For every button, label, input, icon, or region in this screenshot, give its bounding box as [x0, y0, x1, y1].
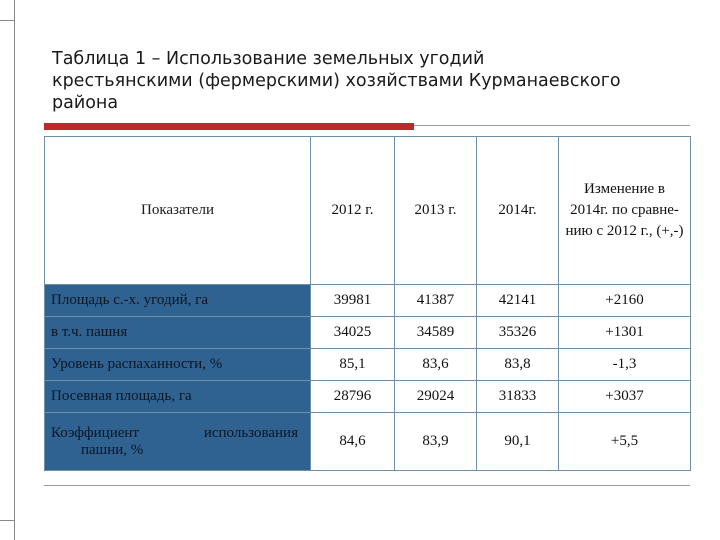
cell-2014: 42141	[477, 285, 559, 317]
cell-2013: 29024	[395, 381, 477, 413]
cell-change: +2160	[559, 285, 691, 317]
cell-2012: 28796	[311, 381, 395, 413]
table-header-row	[45, 137, 691, 285]
cell-2014: 83,8	[477, 349, 559, 381]
row-label: Посевная площадь, га	[45, 381, 311, 413]
table-row	[45, 413, 691, 471]
cell-2013: 83,6	[395, 349, 477, 381]
header-2012: 2012 г.	[311, 137, 395, 285]
cell-2012: 34025	[311, 317, 395, 349]
row-label: Площадь с.-х. угодий, га	[45, 285, 311, 317]
header-2014: 2014г.	[477, 137, 559, 285]
slide-title: Таблица 1 – Использование земельных угодий крестьянскими (фермерскими) хозяйствами Курманаевского района	[52, 49, 621, 113]
row-label-line	[51, 425, 304, 442]
table-row	[45, 349, 691, 381]
cell-change: +1301	[559, 317, 691, 349]
left-decor-tick-bottom	[0, 520, 15, 521]
row-label-line: пашни, %	[81, 441, 144, 458]
cell-2012: 84,6	[311, 413, 395, 471]
table-row	[45, 381, 691, 413]
row-label-word: использования	[203, 424, 298, 441]
row-label	[45, 413, 311, 471]
row-label: Уровень распаханности, %	[45, 349, 311, 381]
cell-2014: 90,1	[477, 413, 559, 471]
header-change: Изменение в 2014г. по сравне-нию с 2012 г., (+,-)	[559, 137, 691, 285]
header-indicators: Показатели	[45, 137, 311, 285]
row-label: в т.ч. пашня	[45, 317, 311, 349]
cell-2014: 35326	[477, 317, 559, 349]
left-decor-tick-top	[0, 20, 15, 21]
bottom-divider	[44, 485, 690, 486]
cell-2012: 85,1	[311, 349, 395, 381]
cell-2012: 39981	[311, 285, 395, 317]
land-use-table	[44, 136, 691, 471]
row-label-word: Коэффициент	[51, 424, 139, 441]
table-row	[45, 317, 691, 349]
table-row	[45, 285, 691, 317]
cell-2014: 31833	[477, 381, 559, 413]
cell-change: +5,5	[559, 413, 691, 471]
cell-change: -1,3	[559, 349, 691, 381]
left-decor-line	[14, 0, 15, 540]
cell-change: +3037	[559, 381, 691, 413]
header-2013: 2013 г.	[395, 137, 477, 285]
title-accent-bar	[44, 123, 414, 130]
cell-2013: 34589	[395, 317, 477, 349]
cell-2013: 41387	[395, 285, 477, 317]
cell-2013: 83,9	[395, 413, 477, 471]
